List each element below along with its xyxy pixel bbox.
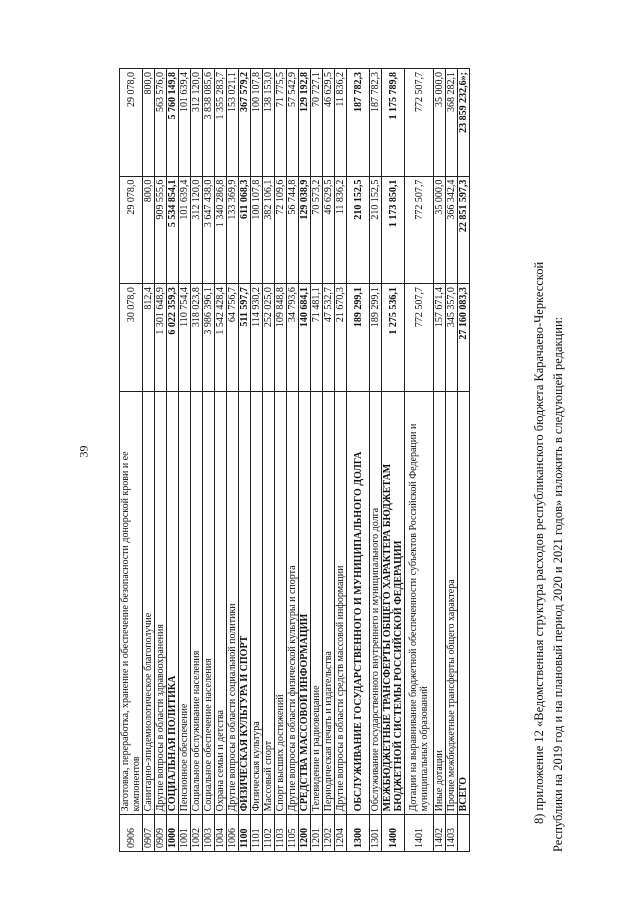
row-value-2020: 5 534 854,1	[167, 176, 179, 284]
row-name: Социальное обслуживание населения	[191, 391, 203, 815]
table-row	[335, 69, 347, 852]
row-value-2020: 611 068,3	[239, 176, 251, 284]
row-value-2021: 101 639,4	[179, 69, 191, 177]
row-value-2020: 101 639,4	[179, 176, 191, 284]
row-value-2019: 110 754,4	[179, 284, 191, 392]
page-number: 39	[76, 445, 91, 458]
row-name: Социальное обеспечение населения	[203, 391, 215, 815]
row-value-2021: 46 629,5	[323, 69, 335, 177]
row-code	[458, 815, 470, 852]
row-value-2021: 772 507,7	[405, 69, 434, 177]
table-row	[155, 69, 167, 852]
row-value-2021: 70 727,1	[311, 69, 323, 177]
amendment-text	[530, 62, 568, 852]
row-value-2019: 189 299,1	[347, 284, 370, 392]
row-name: Спорт высших достижений	[275, 391, 287, 815]
row-value-2019: 47 532,7	[323, 284, 335, 392]
table-row	[120, 69, 143, 852]
table-row	[203, 69, 215, 852]
row-value-2020: 1 173 850,1	[382, 176, 405, 284]
row-value-2021: 11 836,2	[335, 69, 347, 177]
table-row	[434, 69, 446, 852]
row-value-2019: 1 301 648,9	[155, 284, 167, 392]
table-row	[215, 69, 227, 852]
row-code: 1300	[347, 815, 370, 852]
row-value-2021: 35 000,0	[434, 69, 446, 177]
row-code: 1000	[167, 815, 179, 852]
row-name: Обслуживание государственного внутреннего и муниципального долга	[370, 391, 382, 815]
row-value-2019: 64 756,7	[227, 284, 239, 392]
row-value-2021: 187 782,3	[370, 69, 382, 177]
row-code: 0906	[120, 815, 143, 852]
row-code: 1001	[179, 815, 191, 852]
row-name: Иные дотации	[434, 391, 446, 815]
row-value-2021: 29 078,0	[120, 69, 143, 177]
row-code: 1101	[251, 815, 263, 852]
row-name: МЕЖБЮДЖЕТНЫЕ ТРАНСФЕРТЫ ОБЩЕГО ХАРАКТЕРА БЮДЖЕТАМ БЮДЖЕТНОЙ СИСТЕМЫ РОССИЙСКОЙ ФЕДЕРАЦИИ	[382, 391, 405, 815]
row-code: 1105	[287, 815, 299, 852]
row-name: Прочие межбюджетные трансферты общего характера	[446, 391, 458, 815]
table-row	[239, 69, 251, 852]
row-code: 1103	[275, 815, 287, 852]
row-name: СРЕДСТВА МАССОВОЙ ИНФОРМАЦИИ	[299, 391, 311, 815]
row-value-2020: 29 078,0	[120, 176, 143, 284]
row-name: Периодическая печать и издательства	[323, 391, 335, 815]
row-value-2021: 367 579,2	[239, 69, 251, 177]
row-value-2020: 210 152,5	[347, 176, 370, 284]
row-code: 1301	[370, 815, 382, 852]
row-code: 1402	[434, 815, 446, 852]
row-name: СОЦИАЛЬНАЯ ПОЛИТИКА	[167, 391, 179, 815]
row-value-2020: 129 038,9	[299, 176, 311, 284]
row-value-2019: 252 025,0	[263, 284, 275, 392]
row-value-2020: 1 340 286,8	[215, 176, 227, 284]
row-value-2019: 318 023,8	[191, 284, 203, 392]
row-value-2019: 109 848,8	[275, 284, 287, 392]
row-value-2021: 312 120,0	[191, 69, 203, 177]
row-name: Другие вопросы в области здравоохранения	[155, 391, 167, 815]
row-name: Другие вопросы в области средств массовой информации	[335, 391, 347, 815]
row-value-2019: 30 078,0	[120, 284, 143, 392]
row-value-2021: 5 760 149,8	[167, 69, 179, 177]
table-row	[167, 69, 179, 852]
row-value-2020: 56 744,8	[287, 176, 299, 284]
row-value-2019: 1 542 428,4	[215, 284, 227, 392]
row-value-2021: 129 192,8	[299, 69, 311, 177]
row-name: Другие вопросы в области социальной политики	[227, 391, 239, 815]
table-row	[251, 69, 263, 852]
table-row	[370, 69, 382, 852]
row-value-2019: 114 930,2	[251, 284, 263, 392]
row-name: Физическая культура	[251, 391, 263, 815]
row-value-2020: 70 573,2	[311, 176, 323, 284]
budget-table	[119, 68, 470, 852]
row-value-2020: 100 107,8	[251, 176, 263, 284]
row-value-2019: 27 160 083,3	[458, 284, 470, 392]
amendment-line-2: Республики на 2019 год и на плановый период 2020 и 2021 годов» изложить в следующей редакции:	[550, 316, 565, 852]
row-value-2019: 1 275 536,1	[382, 284, 405, 392]
row-code: 1401	[405, 815, 434, 852]
row-value-2020: 22 851 597,3	[458, 176, 470, 284]
table-row	[275, 69, 287, 852]
row-value-2021: 187 782,3	[347, 69, 370, 177]
row-value-2020: 11 836,2	[335, 176, 347, 284]
row-name: Массовый спорт	[263, 391, 275, 815]
row-code: 1200	[299, 815, 311, 852]
table-row	[287, 69, 299, 852]
table-row	[311, 69, 323, 852]
row-value-2020: 800,0	[143, 176, 155, 284]
row-code: 1201	[311, 815, 323, 852]
row-value-2020: 909 555,6	[155, 176, 167, 284]
row-value-2020: 772 507,7	[405, 176, 434, 284]
row-code: 1400	[382, 815, 405, 852]
table-row	[405, 69, 434, 852]
row-value-2021: 138 153,0	[263, 69, 275, 177]
row-code: 0907	[143, 815, 155, 852]
row-value-2021: 1 355 283,7	[215, 69, 227, 177]
row-code: 1102	[263, 815, 275, 852]
row-value-2020: 35 000,0	[434, 176, 446, 284]
row-code: 1006	[227, 815, 239, 852]
row-value-2020: 3 647 438,0	[203, 176, 215, 284]
row-value-2021: 563 576,0	[155, 69, 167, 177]
row-name: Заготовка, переработка, хранение и обеспечение безопасности донорской крови и ее компонентов	[120, 391, 143, 815]
row-name: Дотации на выравнивание бюджетной обеспеченности субъектов Российской Федерации и муниципальных образований	[405, 391, 434, 815]
row-code: 1202	[323, 815, 335, 852]
row-value-2020: 133 369,9	[227, 176, 239, 284]
table-row	[143, 69, 155, 852]
row-value-2019: 3 986 396,1	[203, 284, 215, 392]
table-row	[299, 69, 311, 852]
row-value-2021: 368 282,1	[446, 69, 458, 177]
row-name: ОБСЛУЖИВАНИЕ ГОСУДАРСТВЕННОГО И МУНИЦИПАЛЬНОГО ДОЛГА	[347, 391, 370, 815]
row-code: 1004	[215, 815, 227, 852]
row-value-2021: 800,0	[143, 69, 155, 177]
row-value-2019: 34 793,6	[287, 284, 299, 392]
row-code: 1403	[446, 815, 458, 852]
row-value-2020: 46 629,5	[323, 176, 335, 284]
row-value-2021: 23 859 232,6»;	[458, 69, 470, 177]
row-value-2019: 140 684,1	[299, 284, 311, 392]
row-value-2021: 153 021,1	[227, 69, 239, 177]
table-row	[191, 69, 203, 852]
table-row	[382, 69, 405, 852]
row-value-2019: 71 481,1	[311, 284, 323, 392]
table-row	[263, 69, 275, 852]
row-value-2020: 72 109,6	[275, 176, 287, 284]
table-row	[347, 69, 370, 852]
row-value-2021: 1 175 789,8	[382, 69, 405, 177]
table-row	[179, 69, 191, 852]
table-row	[227, 69, 239, 852]
row-value-2020: 312 120,0	[191, 176, 203, 284]
row-name: Пенсионное обеспечение	[179, 391, 191, 815]
row-name: ВСЕГО	[458, 391, 470, 815]
row-value-2019: 189 299,1	[370, 284, 382, 392]
row-name: Телевидение и радиовещание	[311, 391, 323, 815]
row-code: 1003	[203, 815, 215, 852]
amendment-line-1: 8) приложение 12 «Ведомственная структура расходов республиканского бюджета Карачаево-Черкесской	[532, 261, 546, 824]
table-row	[458, 69, 470, 852]
row-value-2021: 3 838 085,6	[203, 69, 215, 177]
row-value-2019: 6 022 359,3	[167, 284, 179, 392]
budget-table-body	[120, 69, 470, 852]
row-value-2020: 210 152,5	[370, 176, 382, 284]
row-value-2020: 382 106,1	[263, 176, 275, 284]
row-code: 0909	[155, 815, 167, 852]
table-row	[446, 69, 458, 852]
row-value-2021: 71 775,5	[275, 69, 287, 177]
row-value-2021: 100 107,8	[251, 69, 263, 177]
row-value-2019: 345 357,0	[446, 284, 458, 392]
row-value-2021: 57 542,9	[287, 69, 299, 177]
row-value-2019: 772 507,7	[405, 284, 434, 392]
row-code: 1002	[191, 815, 203, 852]
row-name: Охрана семьи и детства	[215, 391, 227, 815]
row-value-2019: 511 597,7	[239, 284, 251, 392]
row-value-2019: 812,4	[143, 284, 155, 392]
row-code: 1100	[239, 815, 251, 852]
row-name: Другие вопросы в области физической культуры и спорта	[287, 391, 299, 815]
table-row	[323, 69, 335, 852]
row-name: ФИЗИЧЕСКАЯ КУЛЬТУРА И СПОРТ	[239, 391, 251, 815]
row-code: 1204	[335, 815, 347, 852]
row-value-2019: 21 670,3	[335, 284, 347, 392]
row-name: Санитарно-эпидемиологическое благополучие	[143, 391, 155, 815]
row-value-2019: 157 671,4	[434, 284, 446, 392]
row-value-2020: 366 342,4	[446, 176, 458, 284]
